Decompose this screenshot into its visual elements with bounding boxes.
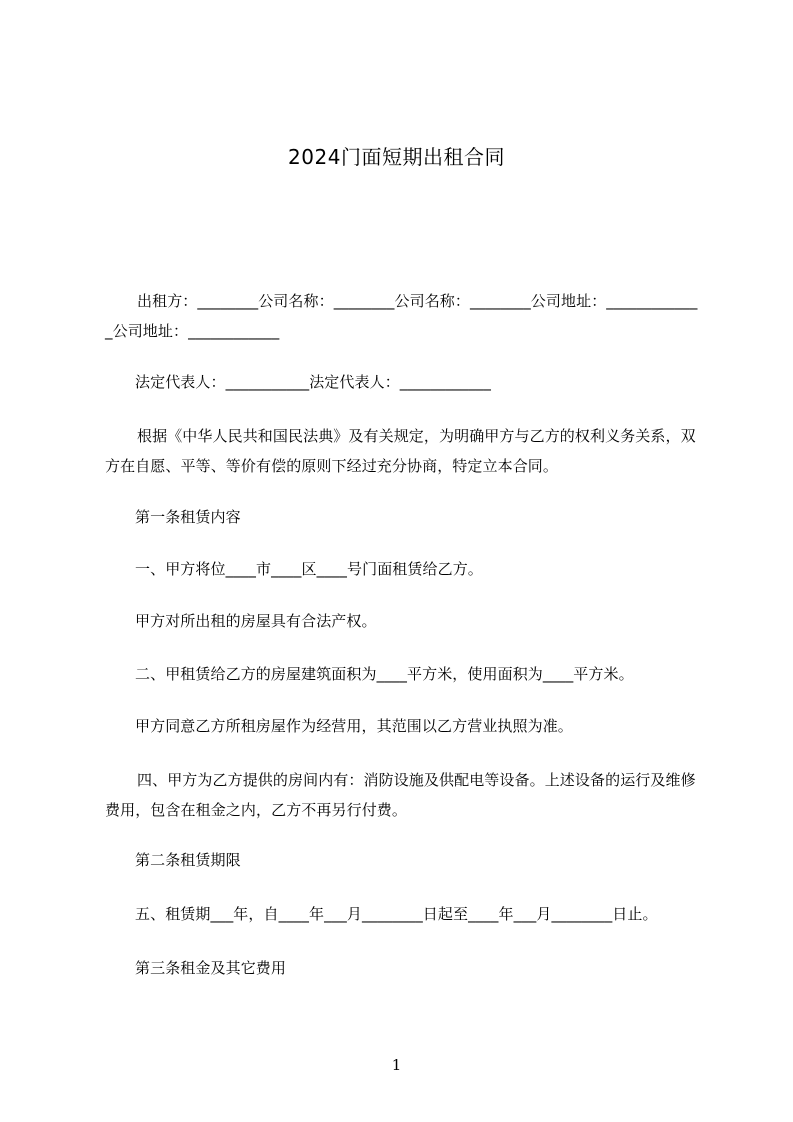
page-number: 1	[391, 1056, 402, 1074]
paragraph-lessor-info: 出租方：________公司名称：________公司名称：________公司地址：_____________公司地址：____________	[105, 292, 698, 340]
paragraph-clause-2: 二、甲租赁给乙方的房屋建筑面积为____平方米，使用面积为____平方米。	[135, 665, 634, 683]
paragraph-clause-5: 五、租赁期___年，自____年___月________日起至____年___月________日止。	[135, 905, 658, 923]
paragraph-preamble: 根据《中华人民共和国民法典》及有关规定，为明确甲方与乙方的权利义务关系，双方在自愿、平等、等价有偿的原则下经过充分协商，特定立本合同。	[105, 427, 696, 475]
document-title: 2024门面短期出租合同	[288, 145, 505, 169]
heading-article-2: 第二条租赁期限	[135, 851, 241, 869]
paragraph-clause-4: 四、甲方为乙方提供的房间内有：消防设施及供配电等设备。上述设备的运行及维修费用，包含在租金之内，乙方不再另行付费。	[105, 771, 696, 819]
paragraph-usage: 甲方同意乙方所租房屋作为经营用，其范围以乙方营业执照为准。	[135, 717, 573, 735]
heading-article-3: 第三条租金及其它费用	[135, 959, 287, 977]
paragraph-clause-1: 一、甲方将位____市____区____号门面租赁给乙方。	[135, 560, 483, 578]
heading-article-1: 第一条租赁内容	[135, 508, 241, 526]
paragraph-legal-representative: 法定代表人：___________法定代表人：____________	[135, 373, 492, 391]
paragraph-ownership: 甲方对所出租的房屋具有合法产权。	[135, 612, 377, 630]
